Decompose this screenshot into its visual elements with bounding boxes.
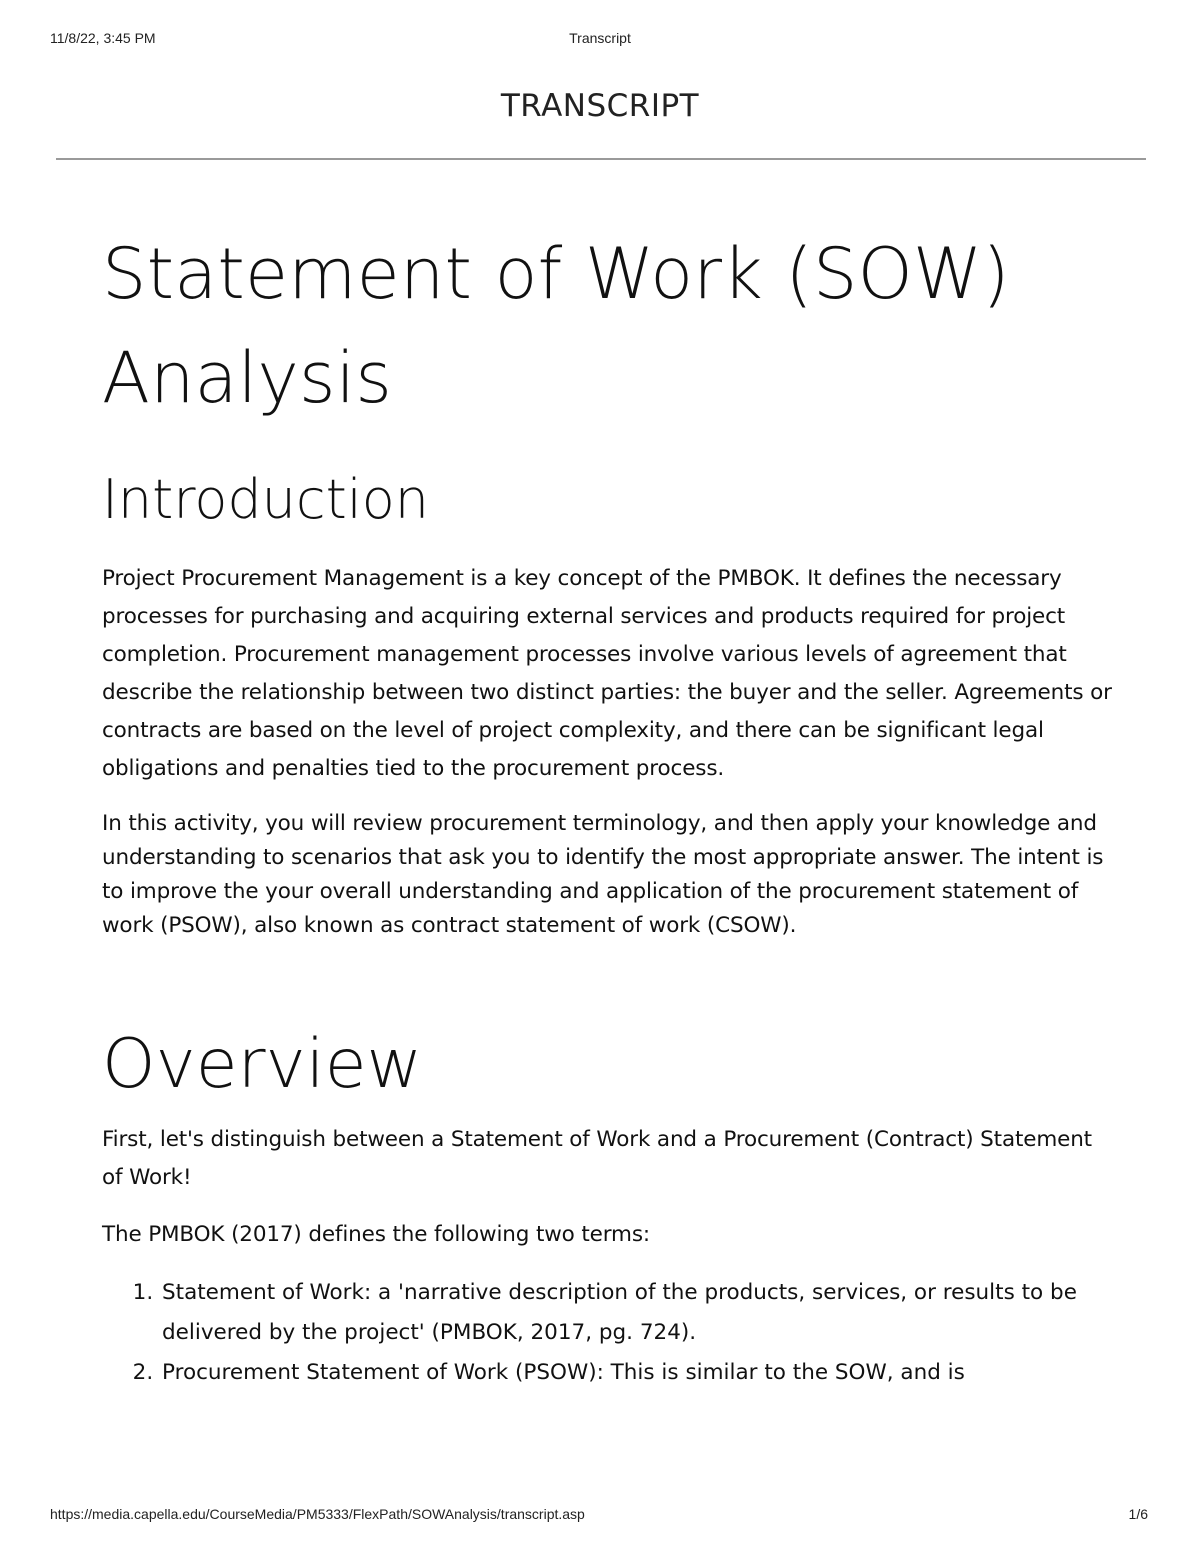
introduction-paragraph-1: Project Procurement Management is a key concept of the PMBOK. It defines the necessary processes for purchasing and acquiring external services and products required for project completion. Procurement management processes involve various levels of agreement that describe the relationship between two distinct parties: the buyer and the seller. Agreements or contracts are based on the level of project complexity, and there can be significant legal obligations and penalties tied to the procurement process. <box>102 566 1112 781</box>
page-url-link[interactable]: https://media.capella.edu/CourseMedia/PM5333/FlexPath/SOWAnalysis/transcript.asp <box>50 1506 585 1522</box>
document-body <box>102 222 1112 1393</box>
print-datetime: 11/8/22, 3:45 PM <box>50 30 156 46</box>
overview-paragraph-2: The PMBOK (2017) defines the following two terms: <box>102 1222 650 1247</box>
list-item: 1. Statement of Work: a 'narrative description of the products, services, or results to be delivered by the project' (PMBOK, 2017, pg. 724). <box>160 1273 1112 1353</box>
print-header <box>0 30 1200 50</box>
introduction-heading: Introduction <box>102 468 430 531</box>
document-label: TRANSCRIPT <box>500 88 700 124</box>
print-page-title: Transcript <box>569 30 631 46</box>
header-divider <box>56 158 1146 160</box>
print-footer <box>0 1506 1200 1526</box>
page-number: 1/6 <box>1128 1506 1148 1522</box>
terms-list <box>102 1273 1112 1393</box>
overview-heading: Overview <box>102 1025 423 1104</box>
overview-paragraph-1: First, let's distinguish between a Statement of Work and a Procurement (Contract) Statement of Work! <box>102 1127 1092 1190</box>
page-title: Statement of Work (SOW) Analysis <box>102 233 1010 419</box>
list-item: 2. Procurement Statement of Work (PSOW): This is similar to the SOW, and is <box>160 1353 1112 1393</box>
introduction-paragraph-2: In this activity, you will review procurement terminology, and then apply your knowledge and understanding to scenarios that ask you to identify the most appropriate answer. The intent is to improve the your overall understanding and application of the procurement statement of work (PSOW), also known as contract statement of work (CSOW). <box>102 811 1104 938</box>
